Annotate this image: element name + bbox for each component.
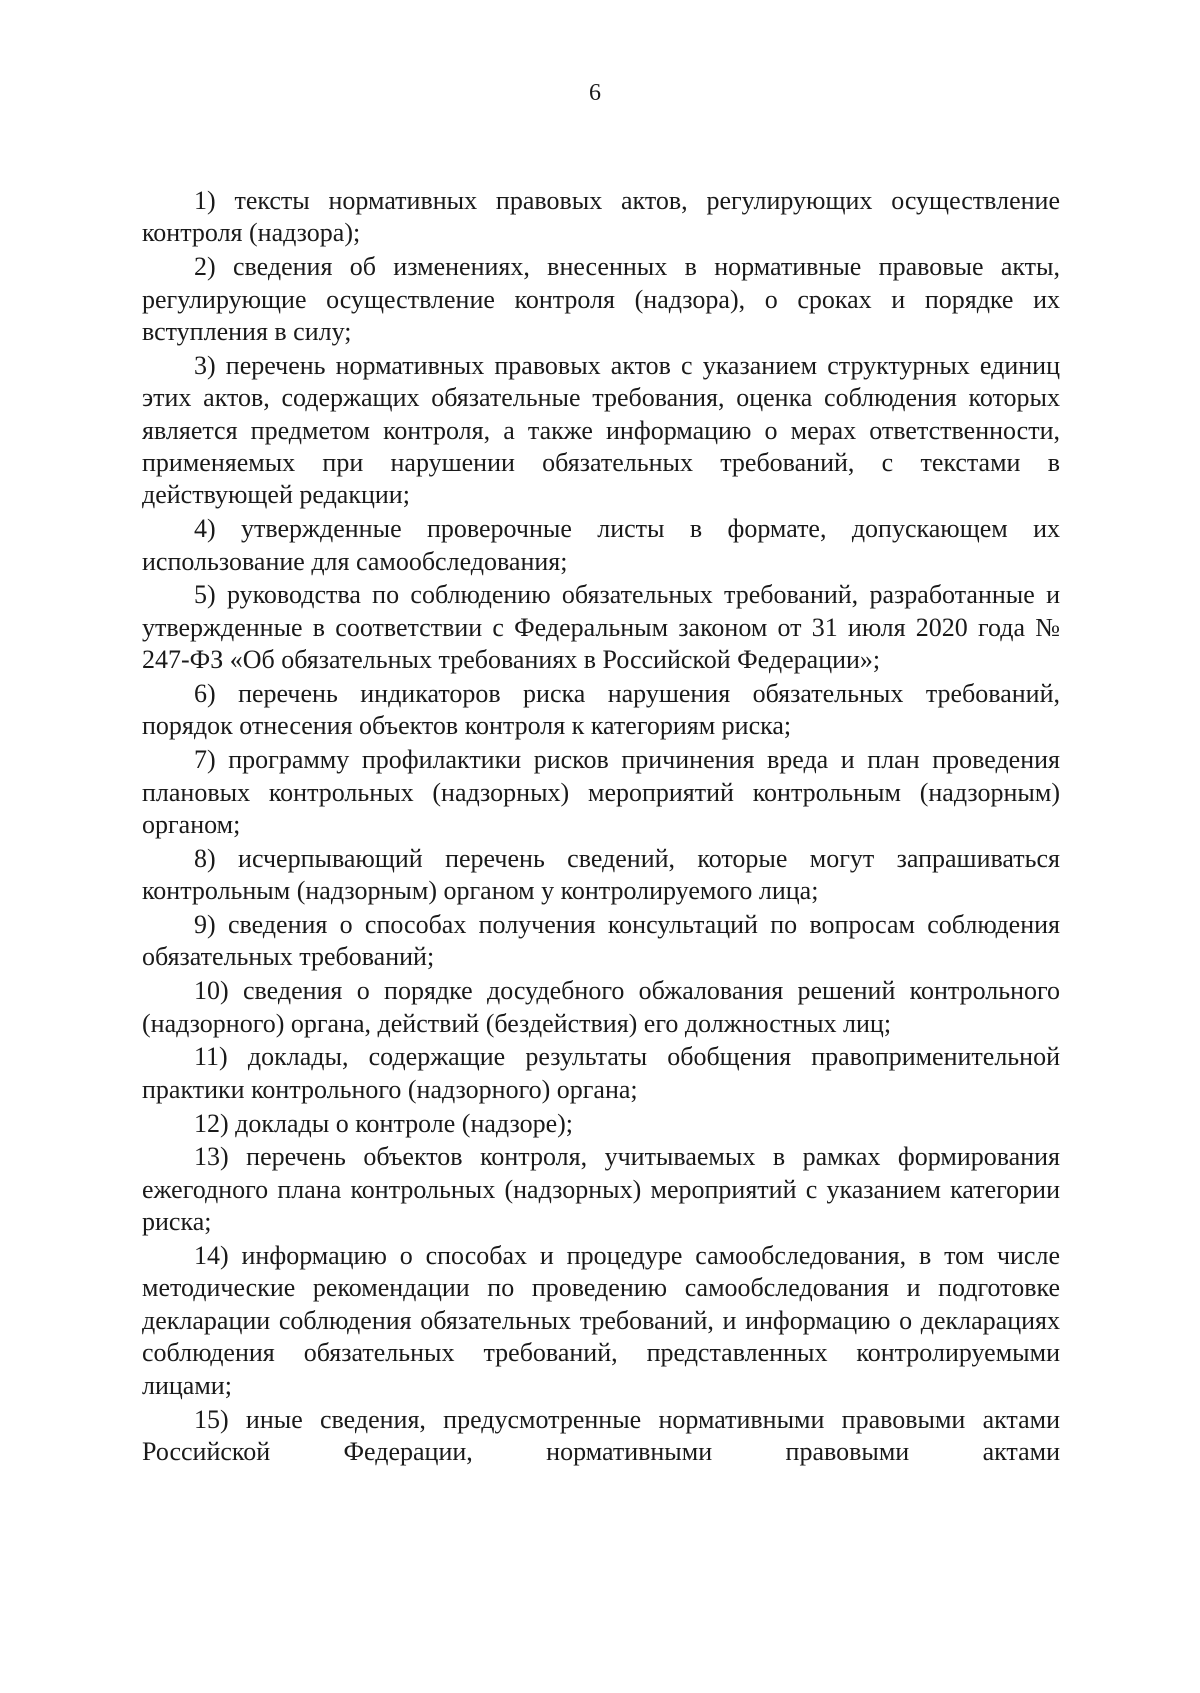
list-item-6: 6) перечень индикаторов риска нарушения обязательных требований, порядок отнесения объектов контроля к категориям риска; [142,679,1060,741]
list-item-5: 5) руководства по соблюдению обязательных требований, разработанные и утвержденные в соответствии с Федеральным законом от 31 июля 2020 года № 247-ФЗ «Об обязательных требованиях в Российской Федерации»; [142,580,1060,675]
list-item-14: 14) информацию о способах и процедуре самообследования, в том числе методические рекомендации по проведению самообследования и подготовке декларации соблюдения обязательных требований, и информацию о декларациях соблюдения обязательных требований, представленных контролируемыми лицами; [142,1241,1060,1400]
list-item-3: 3) перечень нормативных правовых актов с указанием структурных единиц этих актов, содержащих обязательные требования, оценка соблюдения которых является предметом контроля, а также информацию о мерах ответственности, применяемых при нарушении обязательных требований, с текстами в действующей редакции; [142,350,1060,510]
document-body [142,185,1060,1470]
list-item-12: 12) доклады о контроле (надзоре); [194,1108,574,1138]
list-item-13: 13) перечень объектов контроля, учитываемых в рамках формирования ежегодного плана контрольных (надзорных) мероприятий с указанием категории риска; [142,1142,1060,1237]
list-item-2: 2) сведения об изменениях, внесенных в нормативные правовые акты, регулирующие осуществление контроля (надзора), о сроках и порядке их вступления в силу; [142,252,1060,347]
list-item-9: 9) сведения о способах получения консультаций по вопросам соблюдения обязательных требований; [142,910,1060,972]
list-item-10: 10) сведения о порядке досудебного обжалования решений контрольного (надзорного) органа, действий (бездействия) его должностных лиц; [142,976,1060,1038]
page-number: 6 [589,80,601,106]
list-item-11: 11) доклады, содержащие результаты обобщения правоприменительной практики контрольного (надзорного) органа; [142,1042,1060,1104]
list-item-7: 7) программу профилактики рисков причинения вреда и план проведения плановых контрольных (надзорных) мероприятий контрольным (надзорным) органом; [142,745,1060,840]
list-item-8: 8) исчерпывающий перечень сведений, которые могут запрашиваться контрольным (надзорным) органом у контролируемого лица; [142,843,1060,906]
list-item-1: 1) тексты нормативных правовых актов, регулирующих осуществление контроля (надзора); [142,186,1060,248]
list-item-4: 4) утвержденные проверочные листы в формате, допускающем их использование для самообследования; [142,514,1060,576]
list-item-15: 15) иные сведения, предусмотренные нормативными правовыми актами Российской Федерации, нормативными правовыми актами [142,1404,1060,1466]
